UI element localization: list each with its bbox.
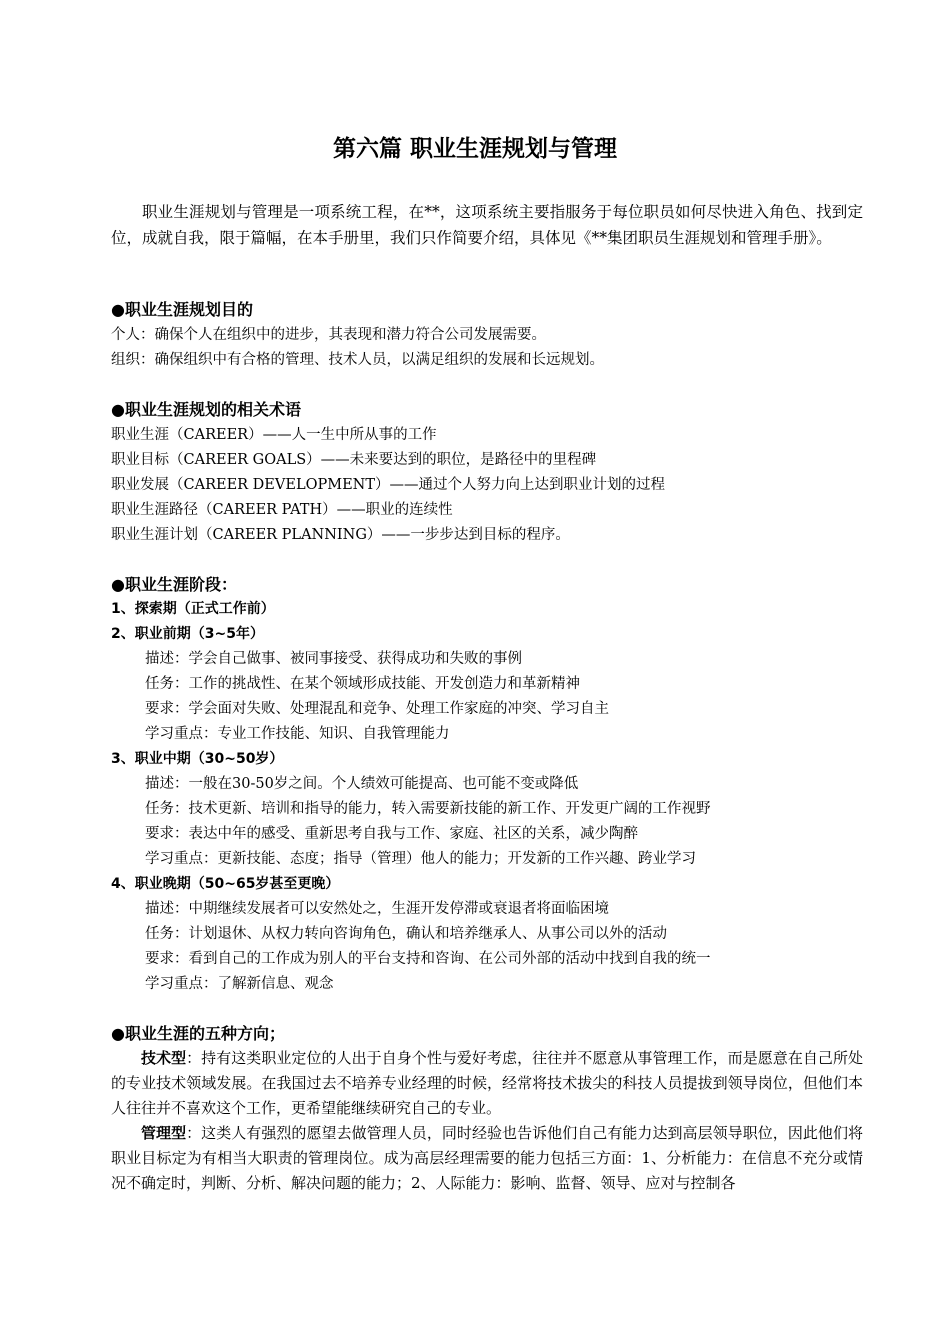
direction-paragraph-technical (111, 1046, 863, 1121)
stage-title: 2、职业前期（3~5年） (111, 626, 264, 642)
purpose-line: 组织：确保组织中有合格的管理、技术人员，以满足组织的发展和长远规划。 (111, 352, 604, 368)
direction-text: ：持有这类职业定位的人出于自身个性与爱好考虑，往往并不愿意从事管理工作，而是愿意在自己所处的专业技术领域发展。在我国过去不培养专业经理的时候，经常将技术拔尖的科技人员提拔到领导岗位，但他们本人往往并不喜欢这个工作，更希望能继续研究自己的专业。 (111, 1049, 863, 1117)
stage-detail: 要求：看到自己的工作成为别人的平台支持和咨询、在公司外部的活动中找到自我的统一 (145, 951, 711, 967)
term-line: 职业目标（CAREER GOALS）——未来要达到的职位，是路径中的里程碑 (111, 452, 597, 468)
section-heading-stages: ●职业生涯阶段： (111, 575, 237, 594)
term-line: 职业生涯计划（CAREER PLANNING）——一步步达到目标的程序。 (111, 527, 570, 543)
intro-paragraph: 职业生涯规划与管理是一项系统工程，在**，这项系统主要指服务于每位职员如何尽快进入角色、找到定位，成就自我，限于篇幅，在本手册里，我们只作简要介绍，具体见《**集团职员生涯规划和管理手册》。 (111, 203, 863, 247)
stage-detail: 描述：一般在30-50岁之间。个人绩效可能提高、也可能不变或降低 (145, 776, 579, 792)
direction-label: 技术型 (141, 1049, 187, 1067)
purpose-line: 个人：确保个人在组织中的进步，其表现和潜力符合公司发展需要。 (111, 327, 546, 343)
direction-label: 管理型 (141, 1124, 187, 1142)
term-line: 职业发展（CAREER DEVELOPMENT）——通过个人努力向上达到职业计划的过程 (111, 477, 666, 493)
stage-detail: 任务：技术更新、培训和指导的能力，转入需要新技能的新工作、开发更广阔的工作视野 (145, 801, 711, 817)
section-heading-directions: ●职业生涯的五种方向； (111, 1024, 285, 1043)
stage-detail: 描述：学会自己做事、被同事接受、获得成功和失败的事例 (145, 651, 522, 667)
stage-detail: 要求：表达中年的感受、重新思考自我与工作、家庭、社区的关系，减少陶醉 (145, 826, 638, 842)
stage-detail: 学习重点：了解新信息、观念 (145, 976, 334, 992)
stage-title: 3、职业中期（30~50岁） (111, 751, 284, 767)
stage-detail: 学习重点：更新技能、态度；指导（管理）他人的能力；开发新的工作兴趣、跨业学习 (145, 851, 696, 867)
page-title: 第六篇 职业生涯规划与管理 (332, 136, 617, 162)
direction-text: ：这类人有强烈的愿望去做管理人员，同时经验也告诉他们自己有能力达到高层领导职位，因此他们将职业目标定为有相当大职责的管理岗位。成为高层经理需要的能力包括三方面：1、分析能力：在信息不充分或情况不确定时，判断、分析、解决问题的能力；2、人际能力：影响、监督、领导、应对与控制各 (111, 1124, 863, 1192)
stage-detail: 要求：学会面对失败、处理混乱和竞争、处理工作家庭的冲突、学习自主 (145, 701, 609, 717)
term-line: 职业生涯（CAREER）——人一生中所从事的工作 (111, 427, 437, 443)
section-heading-terms: ●职业生涯规划的相关术语 (111, 400, 301, 419)
term-line: 职业生涯路径（CAREER PATH）——职业的连续性 (111, 502, 453, 518)
stage-detail: 任务：工作的挑战性、在某个领域形成技能、开发创造力和革新精神 (145, 676, 580, 692)
direction-paragraph-management (111, 1121, 863, 1196)
stage-title: 4、职业晚期（50~65岁甚至更晚） (111, 876, 340, 892)
section-heading-purpose: ●职业生涯规划目的 (111, 300, 253, 319)
stage-detail: 任务：计划退休、从权力转向咨询角色，确认和培养继承人、从事公司以外的活动 (145, 926, 667, 942)
stage-detail: 描述：中期继续发展者可以安然处之，生涯开发停滞或衰退者将面临困境 (145, 901, 609, 917)
stage-title: 1、探索期（正式工作前） (111, 601, 275, 617)
stage-detail: 学习重点：专业工作技能、知识、自我管理能力 (145, 726, 450, 742)
